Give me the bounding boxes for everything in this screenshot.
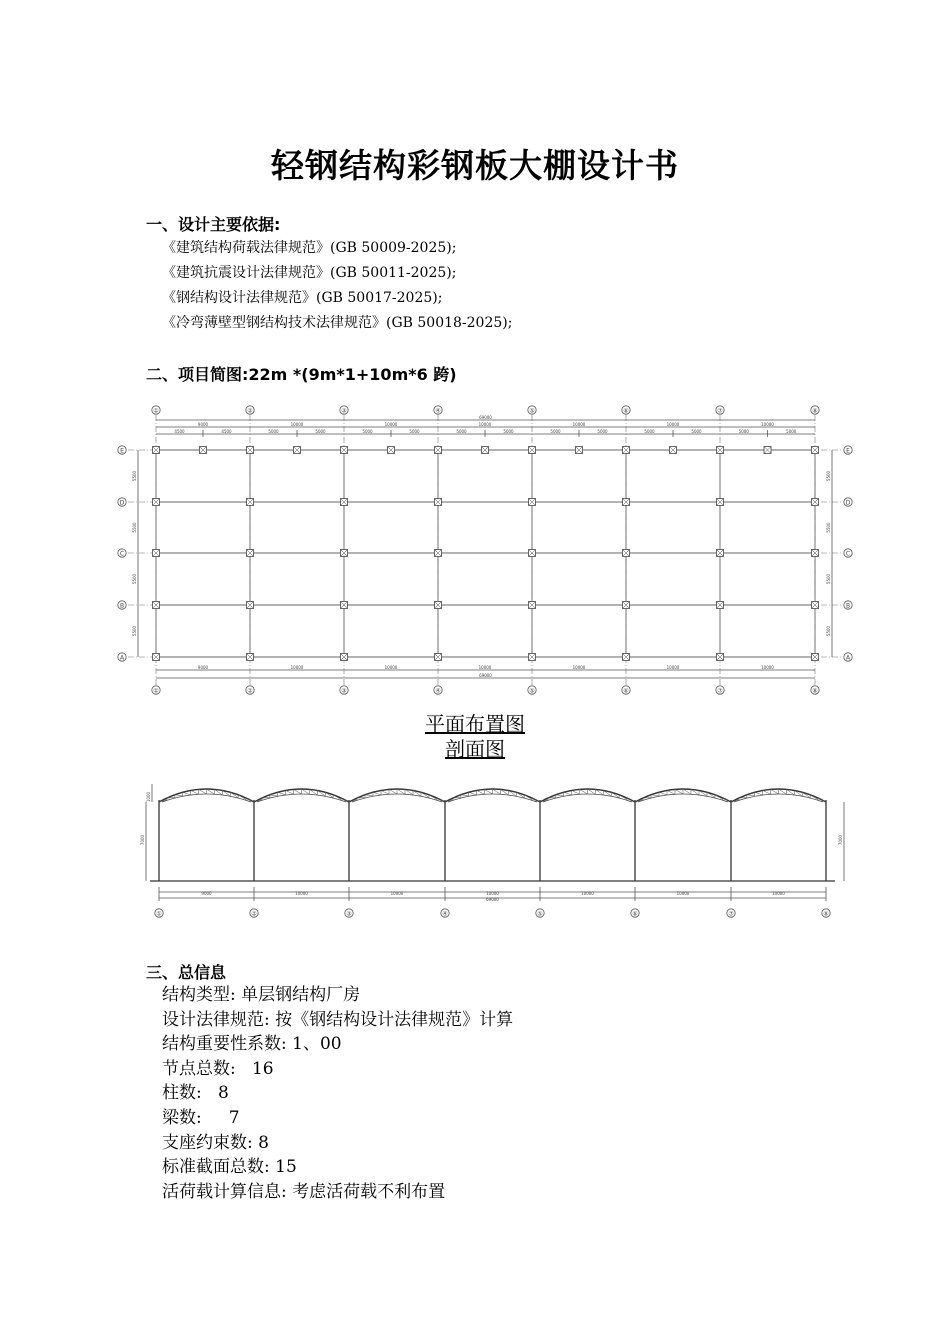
axis-bubble-top-label: ⑤: [529, 407, 535, 415]
section3-heading: 三、总信息: [146, 963, 227, 982]
truss-web: [651, 795, 659, 796]
truss-web: [580, 789, 588, 794]
truss-web: [278, 792, 286, 795]
info-line: 结构类型: 单层钢结构厂房: [162, 985, 361, 1005]
axis-bubble-section-label: ⑧: [823, 910, 829, 918]
dimension-text: 10000: [478, 665, 492, 670]
dimension-text: 10000: [581, 891, 594, 896]
design-basis-list: [162, 236, 512, 336]
dimension-text: 5000: [503, 429, 514, 434]
dimension-text: 5000: [738, 429, 749, 434]
dimension-text: 5500: [132, 522, 137, 533]
general-info-list: [162, 983, 513, 1204]
axis-bubble-left-label: C: [119, 550, 125, 558]
truss-web: [667, 790, 675, 794]
axis-bubble-top-label: ④: [435, 407, 441, 415]
dimension-text: 5500: [826, 625, 831, 637]
dimension-text: 5000: [597, 429, 608, 434]
truss-web: [771, 789, 779, 794]
plan-drawing: [114, 400, 856, 700]
truss-web: [469, 792, 477, 795]
dimension-text: 5000: [409, 429, 420, 434]
dimension-text: 10000: [572, 665, 586, 670]
info-line: 节点总数: 16: [162, 1058, 274, 1079]
dimension-text: 10000: [478, 422, 492, 427]
axis-bubble-left-label: E: [120, 447, 124, 455]
axis-bubble-bottom-label: ⑥: [623, 687, 629, 695]
dimension-text: 9000: [197, 422, 209, 427]
axis-bubble-section-label: ⑥: [632, 910, 638, 918]
dimension-text: 10000: [772, 891, 785, 896]
design-basis-item: 《建筑抗震设计法律规范》(GB 50011-2025);: [162, 265, 457, 281]
dimension-text: 5500: [132, 573, 137, 585]
truss-web: [199, 789, 207, 794]
axis-bubble-bottom-label: ④: [435, 687, 441, 695]
dimension-text: 5000: [644, 429, 655, 434]
dimension-text: 69000: [486, 897, 499, 902]
truss-web: [755, 792, 763, 795]
axis-bubble-bottom-label: ⑦: [717, 687, 723, 695]
dimension-text: 5500: [826, 522, 831, 533]
truss-web: [183, 792, 191, 795]
dimension-text: 10000: [290, 422, 304, 427]
truss-web: [477, 790, 485, 794]
section-caption: 剖面图: [445, 737, 505, 761]
dimension-text: 10000: [761, 665, 774, 670]
dimension-text: 10000: [761, 422, 774, 427]
axis-bubble-section-label: ④: [442, 910, 448, 918]
truss-web: [485, 789, 493, 794]
info-line: 结构重要性系数: 1、00: [162, 1034, 342, 1055]
info-line: 标准截面总数: 15: [162, 1157, 297, 1178]
dimension-text: 10000: [572, 422, 586, 427]
dimension-text: 10000: [384, 665, 398, 670]
axis-bubble-section-label: ①: [156, 910, 162, 918]
truss-web: [365, 795, 373, 796]
truss-web: [659, 792, 667, 795]
dimension-text: 7000: [140, 834, 145, 846]
axis-bubble-top-label: ②: [247, 407, 253, 415]
axis-bubble-bottom-label: ②: [247, 687, 253, 695]
dimension-text: 5000: [315, 429, 326, 434]
dimension-text: 5000: [786, 429, 797, 434]
dimension-text: 10000: [295, 891, 308, 896]
truss-web: [294, 789, 302, 794]
truss-web: [675, 789, 683, 794]
info-line: 支座约束数: 8: [162, 1132, 269, 1153]
truss-web: [389, 789, 397, 794]
axis-bubble-top-label: ⑥: [623, 407, 629, 415]
axis-bubble-section-label: ⑦: [728, 910, 734, 918]
section2-heading: 二、项目简图:22m *(9m*1+10m*6 跨): [146, 365, 457, 384]
dimension-text: 4500: [174, 429, 185, 434]
axis-bubble-left-label: A: [119, 654, 125, 662]
dimension-text: 5000: [550, 429, 561, 434]
dimension-text: 5000: [691, 429, 702, 434]
axis-bubble-right-label: D: [845, 499, 851, 507]
dimension-text: 4500: [221, 429, 232, 434]
axis-bubble-top-label: ③: [341, 407, 347, 415]
axis-bubble-bottom-label: ③: [341, 687, 347, 695]
truss-web: [270, 795, 278, 796]
dimension-text: 69000: [479, 415, 492, 420]
axis-bubble-bottom-label: ⑤: [529, 687, 535, 695]
dimension-text: 10000: [486, 891, 499, 896]
dimension-text: 7000: [838, 834, 843, 846]
truss-web: [564, 792, 572, 795]
dimension-text: 5000: [456, 429, 467, 434]
truss-web: [373, 792, 381, 795]
truss-web: [556, 795, 564, 796]
info-line: 柱数: 8: [162, 1083, 229, 1104]
truss-web: [286, 790, 294, 794]
axis-bubble-bottom-label: ①: [153, 687, 159, 695]
dimension-text: 5500: [132, 470, 137, 482]
dimension-text: 5500: [826, 573, 831, 585]
dimension-text: 5000: [362, 429, 373, 434]
dimension-text: 69000: [479, 673, 492, 678]
axis-bubble-right-label: C: [845, 550, 851, 558]
info-line: 梁数: 7: [162, 1107, 240, 1128]
dimension-text: 10000: [676, 891, 690, 896]
design-basis-item: 《钢结构设计法律规范》(GB 50017-2025);: [162, 290, 443, 306]
axis-bubble-top-label: ⑦: [717, 407, 723, 415]
truss-web: [763, 790, 771, 794]
axis-bubble-top-label: ⑧: [812, 407, 818, 415]
dimension-text: 10000: [666, 422, 680, 427]
axis-bubble-top-label: ①: [153, 407, 159, 415]
dimension-text: 10000: [384, 422, 398, 427]
truss-web: [461, 795, 469, 796]
axis-bubble-section-label: ③: [346, 910, 352, 918]
axis-bubble-left-label: B: [119, 602, 125, 610]
truss-web: [191, 790, 199, 794]
dimension-text: 1000: [146, 791, 151, 803]
dimension-text: 10000: [290, 665, 304, 670]
dimension-text: 5500: [826, 470, 831, 482]
truss-web: [747, 795, 755, 796]
axis-bubble-left-label: D: [119, 499, 125, 507]
section1-heading: 一、设计主要依据:: [146, 215, 281, 234]
dimension-text: 9000: [197, 665, 209, 670]
axis-bubble-right-label: E: [846, 447, 850, 455]
dimension-text: 10000: [666, 665, 680, 670]
axis-bubble-bottom-label: ⑧: [812, 687, 818, 695]
info-line: 设计法律规范: 按《钢结构设计法律规范》计算: [162, 1009, 514, 1030]
section-drawing: [140, 775, 860, 921]
truss-web: [381, 790, 389, 794]
design-basis-item: 《冷弯薄壁型钢结构技术法律规范》(GB 50018-2025);: [162, 315, 513, 331]
axis-bubble-section-label: ⑤: [537, 910, 543, 918]
dimension-text: 9000: [201, 891, 212, 896]
axis-bubble-right-label: A: [845, 654, 851, 662]
dimension-text: 5500: [132, 625, 137, 637]
plan-caption: 平面布置图: [425, 712, 525, 736]
dimension-text: 10000: [390, 891, 404, 896]
axis-bubble-section-label: ②: [251, 910, 257, 918]
truss-web: [175, 795, 183, 796]
axis-bubble-right-label: B: [845, 602, 851, 610]
info-line: 活荷载计算信息: 考虑活荷载不利布置: [162, 1181, 446, 1202]
truss-web: [572, 790, 580, 794]
design-basis-item: 《建筑结构荷载法律规范》(GB 50009-2025);: [162, 240, 457, 256]
dimension-text: 5000: [268, 429, 279, 434]
document-title: 轻钢结构彩钢板大棚设计书: [271, 146, 679, 185]
